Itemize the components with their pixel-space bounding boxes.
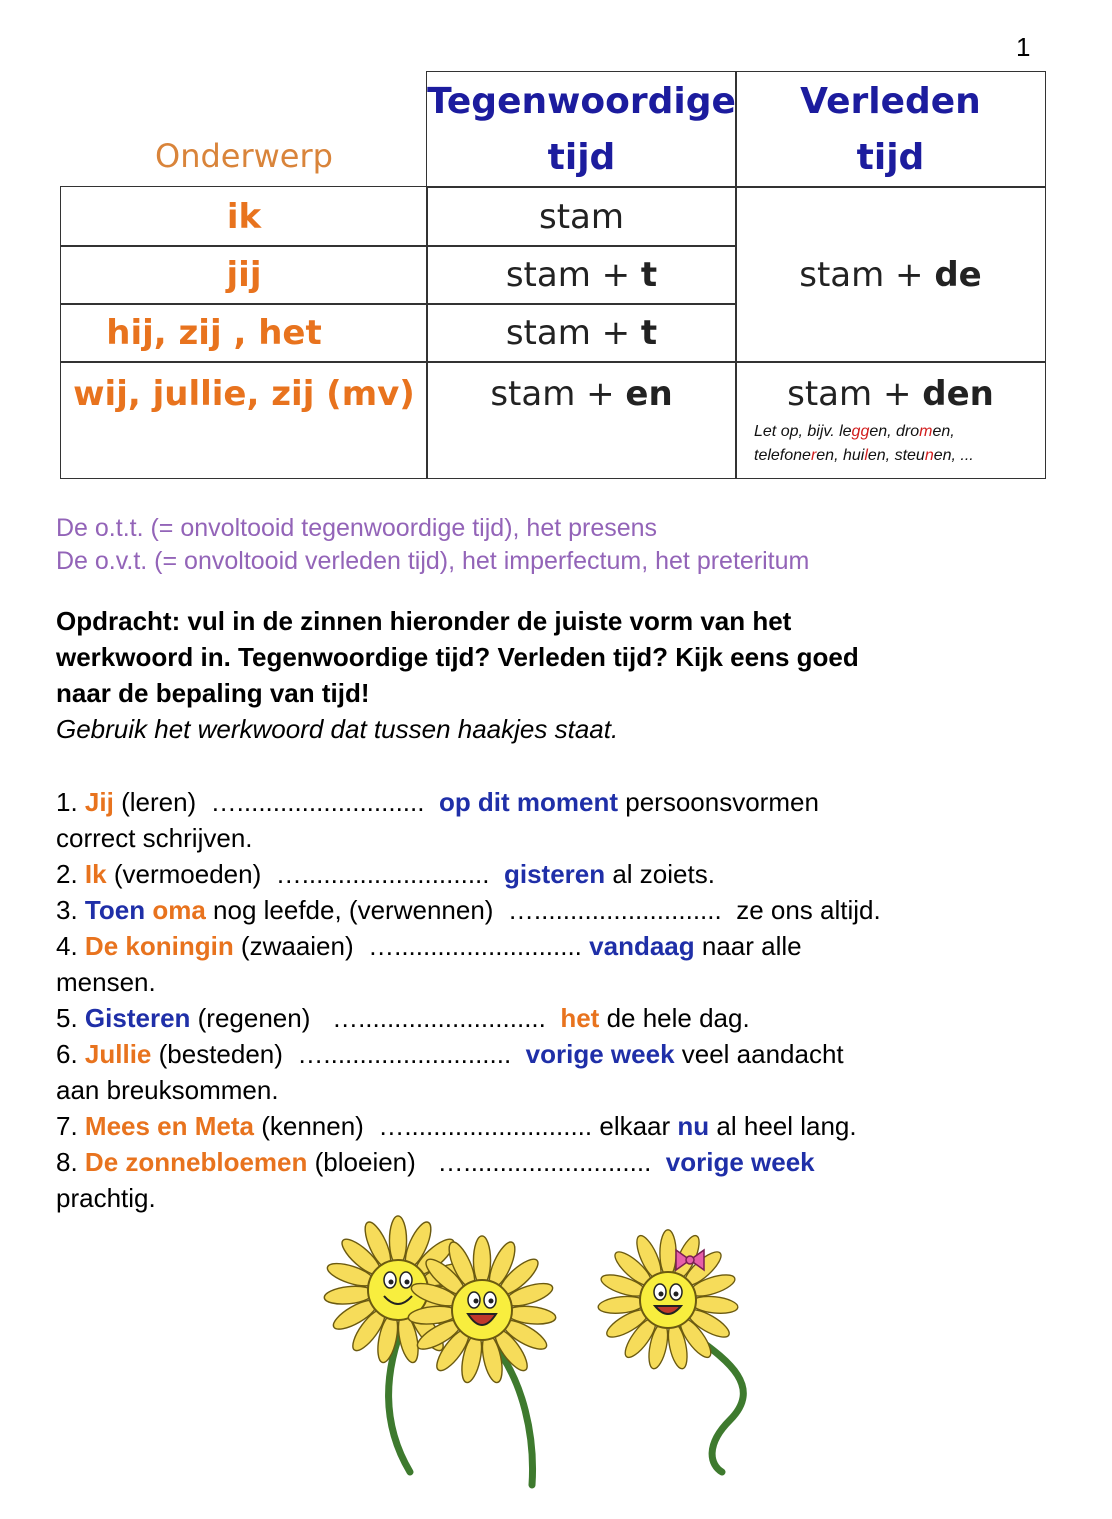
- answer-blank-7[interactable]: …..........................: [378, 1111, 593, 1141]
- past-form-plural: [787, 374, 994, 414]
- instruction-line2: werkwoord in. Tegenwoordige tijd? Verleden tijd? Kijk eens goed: [56, 642, 859, 672]
- exercise-7: 7. Mees en Meta (kennen) ….......................... elkaar nu al heel lang.: [56, 1111, 857, 1141]
- instruction-italic: Gebruik het werkwoord dat tussen haakjes staat.: [56, 714, 619, 744]
- instruction-line1: Opdracht: vul in de zinnen hieronder de juiste vorm van het: [56, 606, 792, 636]
- answer-blank-6[interactable]: …..........................: [297, 1039, 512, 1069]
- definition-ott: De o.t.t. (= onvoltooid tegenwoordige tijd), het presens: [56, 514, 658, 542]
- present-form-hij: [506, 313, 657, 353]
- present-suffix-jij: t: [640, 255, 658, 295]
- present-form-jij: [506, 255, 657, 295]
- present-form-ik: stam: [539, 196, 624, 237]
- header-present-line2: tijd: [547, 136, 616, 178]
- exercise-6: 6. Jullie (besteden) ….......................... vorige week veel aandacht: [56, 1039, 844, 1069]
- instruction: [56, 603, 1056, 747]
- sunflowers-illustration: [310, 1210, 790, 1510]
- conjugation-table: [60, 71, 1046, 479]
- present-suffix-wij: en: [625, 374, 673, 414]
- answer-blank-5[interactable]: …..........................: [332, 1003, 546, 1033]
- row-wij-subject: [60, 361, 428, 479]
- spelling-note-line1: Let op, bijv. leggen, dromen,: [754, 423, 955, 440]
- answer-blank-2[interactable]: …..........................: [275, 859, 490, 889]
- page-number: 1: [1016, 32, 1031, 62]
- past-base-plural: stam +: [787, 374, 923, 414]
- exercise-6-cont: aan breuksommen.: [56, 1075, 279, 1105]
- header-past-line2: tijd: [856, 136, 925, 178]
- row-ik-subject: [60, 186, 428, 247]
- exercise-4-cont: mensen.: [56, 967, 156, 997]
- exercise-8-cont: prachtig.: [56, 1183, 156, 1213]
- answer-blank-1[interactable]: …..........................: [210, 787, 425, 817]
- row-hij-present: [426, 303, 737, 363]
- instruction-line3: naar de bepaling van tijd!: [56, 678, 370, 708]
- answer-blank-8[interactable]: …..........................: [437, 1147, 652, 1177]
- row-hij-subject: [60, 303, 428, 363]
- present-suffix-hij: t: [640, 313, 658, 353]
- subject-jij: jij: [226, 255, 262, 295]
- row-ik-present: [426, 186, 737, 247]
- past-singular-cell: [735, 186, 1046, 363]
- past-form-singular: [799, 255, 982, 295]
- exercise-8: 8. De zonnebloemen (bloeien) ….......................... vorige week: [56, 1147, 815, 1177]
- exercise-4: 4. De koningin (zwaaien) ….......................... vandaag naar alle: [56, 931, 802, 961]
- stem-3: [680, 1325, 743, 1472]
- header-past-line1: Verleden: [800, 80, 981, 122]
- answer-blank-4[interactable]: …..........................: [368, 931, 582, 961]
- subject-ik: ik: [226, 196, 262, 237]
- present-base-hij: stam +: [505, 313, 641, 353]
- header-subject: Onderwerp: [155, 137, 333, 175]
- answer-blank-3[interactable]: …..........................: [507, 895, 722, 925]
- header-past: [735, 71, 1046, 188]
- exercise-list: [56, 784, 1066, 1216]
- exercise-1-cont: correct schrijven.: [56, 823, 253, 853]
- definition-ovt: De o.v.t. (= onvoltooid verleden tijd), het imperfectum, het preteritum: [56, 547, 810, 575]
- exercise-2: 2. Ik (vermoeden) ….......................... gisteren al zoiets.: [56, 859, 715, 889]
- past-suffix-plural: den: [922, 374, 994, 414]
- header-present: [426, 71, 737, 188]
- spelling-note: [754, 420, 974, 468]
- present-base-wij: stam +: [490, 374, 626, 414]
- present-form-wij: [490, 374, 672, 414]
- row-jij-subject: [60, 245, 428, 305]
- past-plural-cell: [735, 361, 1046, 479]
- row-jij-present: [426, 245, 737, 305]
- exercise-3: 3. Toen oma nog leefde, (verwennen) ….......................... ze ons altijd.: [56, 895, 881, 925]
- past-suffix-singular: de: [934, 254, 982, 295]
- present-base-jij: stam +: [505, 255, 641, 295]
- spelling-note-line2: telefoneren, huilen, steunen, ...: [754, 447, 974, 464]
- subject-wij-jullie-zij: wij, jullie, zij (mv): [73, 374, 415, 414]
- exercise-5: 5. Gisteren (regenen) ….......................... het de hele dag.: [56, 1003, 750, 1033]
- exercise-1: 1. Jij (leren) ….......................... op dit moment persoonsvormen: [56, 787, 819, 817]
- subject-hij-zij-het: hij, zij , het: [106, 313, 322, 353]
- row-wij-present: [426, 361, 737, 479]
- past-base-singular: stam +: [799, 254, 935, 295]
- header-present-line1: Tegenwoordige: [427, 80, 736, 122]
